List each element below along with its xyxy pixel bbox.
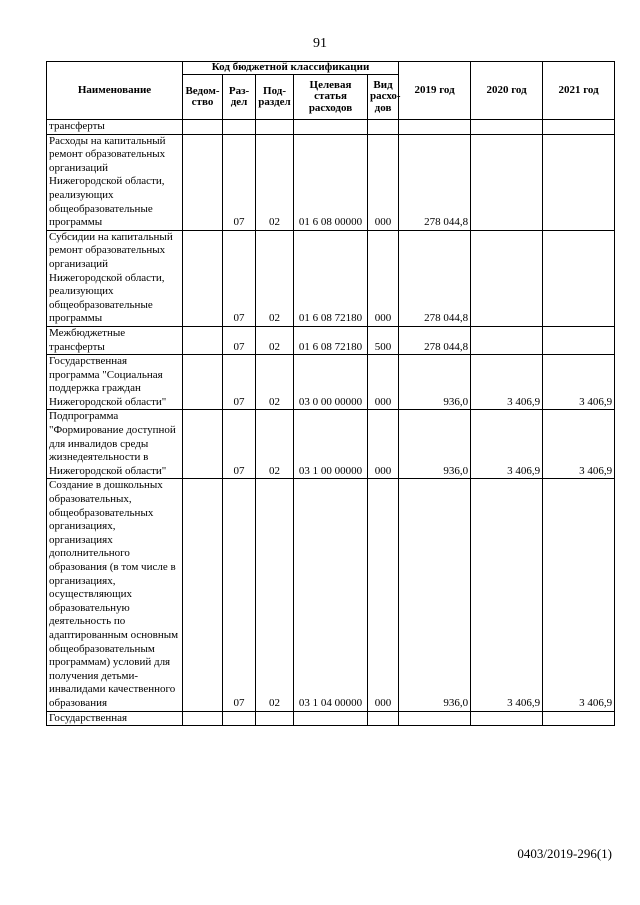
cell-expense-type bbox=[368, 711, 399, 726]
table-row bbox=[47, 326, 615, 354]
cell-2020: 3 406,9 bbox=[471, 479, 543, 711]
header-2019: 2019 год bbox=[399, 62, 471, 120]
cell-2020: 3 406,9 bbox=[471, 355, 543, 410]
cell-target-article: 01 6 08 72180 bbox=[294, 230, 368, 326]
cell-2021 bbox=[543, 711, 615, 726]
cell-expense-type: 000 bbox=[368, 410, 399, 479]
cell-name: Расходы на капитальный ремонт образовательных организаций Нижегородской области, реализующих общеобразовательные программы bbox=[47, 134, 183, 230]
cell-2021: 3 406,9 bbox=[543, 479, 615, 711]
cell-name: Государственная программа "Социальная поддержка граждан Нижегородской области" bbox=[47, 355, 183, 410]
cell-razdel: 07 bbox=[223, 410, 256, 479]
cell-name: Создание в дошкольных образовательных, общеобразовательных организациях, организациях дополнительного образования (в том числе в организациях, осуществляющих образовательную деятельность по адаптированным основным общеобразовательным программам) условий для получения детьми-инвалидами качественного образования bbox=[47, 479, 183, 711]
header-2020: 2020 год bbox=[471, 62, 543, 120]
cell-name: Подпрограмма "Формирование доступной для инвалидов среды жизнедеятельности в Нижегородской области" bbox=[47, 410, 183, 479]
cell-2021 bbox=[543, 134, 615, 230]
cell-name: Межбюджетные трансферты bbox=[47, 326, 183, 354]
cell-podrazdel bbox=[256, 711, 294, 726]
cell-2020 bbox=[471, 120, 543, 135]
cell-2020 bbox=[471, 230, 543, 326]
table-header bbox=[47, 62, 615, 120]
table-row bbox=[47, 134, 615, 230]
cell-target-article bbox=[294, 120, 368, 135]
cell-2019: 278 044,8 bbox=[399, 134, 471, 230]
header-podrazdel: Под-раздел bbox=[256, 75, 294, 120]
cell-2021 bbox=[543, 120, 615, 135]
cell-razdel: 07 bbox=[223, 326, 256, 354]
cell-2019 bbox=[399, 711, 471, 726]
cell-target-article: 03 0 00 00000 bbox=[294, 355, 368, 410]
cell-2021 bbox=[543, 326, 615, 354]
cell-razdel bbox=[223, 120, 256, 135]
cell-name: Субсидии на капитальный ремонт образовательных организаций Нижегородской области, реализующих общеобразовательные программы bbox=[47, 230, 183, 326]
cell-podrazdel: 02 bbox=[256, 134, 294, 230]
cell-vedomstvo bbox=[183, 326, 223, 354]
header-target-article: Целевая статья расходов bbox=[294, 75, 368, 120]
cell-podrazdel: 02 bbox=[256, 479, 294, 711]
table-row bbox=[47, 479, 615, 711]
table-row bbox=[47, 230, 615, 326]
cell-2020: 3 406,9 bbox=[471, 410, 543, 479]
cell-vedomstvo bbox=[183, 479, 223, 711]
cell-2021: 3 406,9 bbox=[543, 355, 615, 410]
table-row bbox=[47, 711, 615, 726]
cell-expense-type: 500 bbox=[368, 326, 399, 354]
cell-name: трансферты bbox=[47, 120, 183, 135]
cell-vedomstvo bbox=[183, 120, 223, 135]
cell-2020 bbox=[471, 326, 543, 354]
cell-2019: 278 044,8 bbox=[399, 326, 471, 354]
cell-podrazdel: 02 bbox=[256, 410, 294, 479]
cell-2019: 278 044,8 bbox=[399, 230, 471, 326]
cell-vedomstvo bbox=[183, 711, 223, 726]
cell-target-article: 03 1 04 00000 bbox=[294, 479, 368, 711]
page-number: 91 bbox=[313, 36, 327, 51]
cell-name: Государственная bbox=[47, 711, 183, 726]
cell-2019: 936,0 bbox=[399, 479, 471, 711]
header-2021: 2021 год bbox=[543, 62, 615, 120]
cell-2019: 936,0 bbox=[399, 410, 471, 479]
cell-podrazdel: 02 bbox=[256, 326, 294, 354]
header-vedomstvo: Ведом-ство bbox=[183, 75, 223, 120]
cell-2019 bbox=[399, 120, 471, 135]
cell-2020 bbox=[471, 711, 543, 726]
header-expense-type: Вид расхо-дов bbox=[368, 75, 399, 120]
cell-target-article: 01 6 08 72180 bbox=[294, 326, 368, 354]
cell-podrazdel: 02 bbox=[256, 230, 294, 326]
document-code: 0403/2019-296(1) bbox=[517, 846, 612, 861]
header-razdel: Раз-дел bbox=[223, 75, 256, 120]
cell-expense-type bbox=[368, 120, 399, 135]
cell-razdel bbox=[223, 711, 256, 726]
cell-2021 bbox=[543, 230, 615, 326]
cell-target-article: 03 1 00 00000 bbox=[294, 410, 368, 479]
cell-2020 bbox=[471, 134, 543, 230]
cell-razdel: 07 bbox=[223, 230, 256, 326]
header-name: Наименование bbox=[47, 62, 183, 120]
cell-vedomstvo bbox=[183, 410, 223, 479]
cell-razdel: 07 bbox=[223, 479, 256, 711]
cell-razdel: 07 bbox=[223, 355, 256, 410]
cell-podrazdel: 02 bbox=[256, 355, 294, 410]
header-classification-group: Код бюджетной классификации bbox=[183, 62, 399, 75]
table-row bbox=[47, 355, 615, 410]
cell-vedomstvo bbox=[183, 230, 223, 326]
cell-razdel: 07 bbox=[223, 134, 256, 230]
cell-expense-type: 000 bbox=[368, 230, 399, 326]
table-row bbox=[47, 120, 615, 135]
cell-expense-type: 000 bbox=[368, 134, 399, 230]
cell-expense-type: 000 bbox=[368, 479, 399, 711]
table-row bbox=[47, 410, 615, 479]
cell-2021: 3 406,9 bbox=[543, 410, 615, 479]
cell-target-article: 01 6 08 00000 bbox=[294, 134, 368, 230]
budget-table bbox=[46, 61, 615, 726]
cell-expense-type: 000 bbox=[368, 355, 399, 410]
cell-2019: 936,0 bbox=[399, 355, 471, 410]
cell-vedomstvo bbox=[183, 355, 223, 410]
cell-podrazdel bbox=[256, 120, 294, 135]
table-body bbox=[47, 120, 615, 726]
cell-target-article bbox=[294, 711, 368, 726]
cell-vedomstvo bbox=[183, 134, 223, 230]
